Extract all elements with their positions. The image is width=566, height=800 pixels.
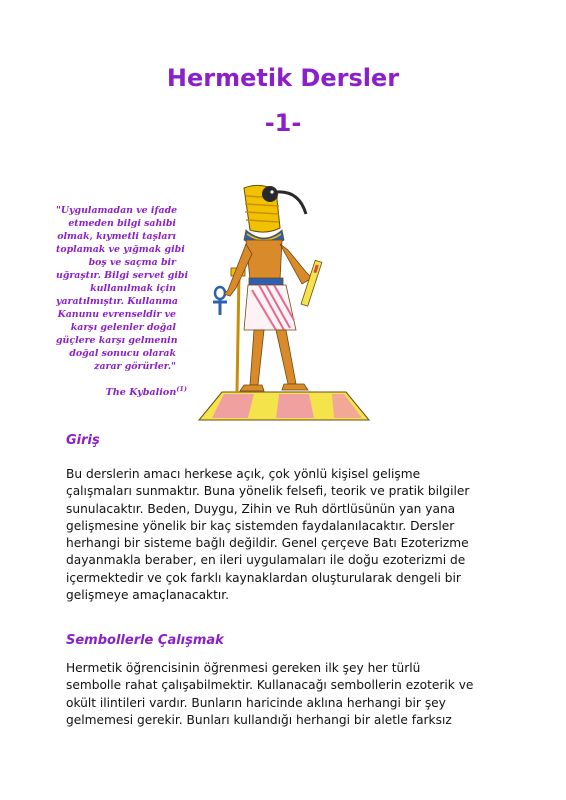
text-line: Bu derslerin amacı herkese açık, çok yönlü kişisel gelişme xyxy=(66,467,421,481)
page-title: Hermetik Dersler xyxy=(166,64,400,92)
text-line: gelişmesine yönelik bir kaç sistemden faydalanılacaktır. Dersler xyxy=(66,518,455,533)
text-line: gelişmeye amaçlanacaktır. xyxy=(66,588,230,603)
quote-line: yaratılmıştır. Kullanma xyxy=(56,296,179,307)
quote-line: boş ve saçma bir xyxy=(88,257,176,268)
quote-line: kullanılmak için xyxy=(90,283,176,294)
text-line: sembolle rahat çalışabilmektir. Kullanacağı sembollerin ezoterik ve xyxy=(66,678,474,693)
text-line: dayanmakla beraber, en ileri uygulamaları ile doğu ezoterizmi de xyxy=(66,553,466,568)
text-line: çalışmaları sunmaktır. Buna yönelik felsefi, teorik ve pratik bilgiler xyxy=(66,484,470,499)
text-line: okült ilintileri vardır. Bunların haricinde aklına herhangi bir şey xyxy=(66,695,446,710)
quote-line: uğraştır. Bilgi servet gibi xyxy=(56,270,189,281)
quote-source-name: The Kybalion xyxy=(105,387,177,399)
quote-line: karşı gelenler doğal xyxy=(70,322,176,333)
thoth-ibis-god-icon xyxy=(184,180,384,425)
epigraph-quote xyxy=(56,204,189,373)
section-title-sembollerle-calismak: Sembollerle Çalışmak xyxy=(66,633,224,648)
text-line: sunulacaktır. Beden, Duygu, Zihin ve Ruh dörtlüsünün yan yana xyxy=(66,501,456,516)
quote-line: doğal sonucu olarak xyxy=(69,348,176,359)
quote-line: etmeden bilgi sahibi xyxy=(68,218,176,229)
paragraph-giris xyxy=(66,466,506,604)
section-title-giris: Giriş xyxy=(66,433,100,448)
quote-line: Kanunu evrenseldir ve xyxy=(57,309,176,320)
lesson-number: -1- xyxy=(264,109,302,137)
thoth-illustration xyxy=(184,180,384,425)
quote-line: zarar görürler." xyxy=(94,361,176,372)
text-line: herhangi bir sisteme bağlı değildir. Genel çerçeve Batı Ezoterizme xyxy=(66,536,469,551)
text-line: içermektedir ve çok farklı kaynaklardan oluşturularak dengeli bir xyxy=(66,570,461,585)
quote-line: güçlere karşı gelmenin xyxy=(56,335,178,346)
quote-line: olmak, kıymetli taşları xyxy=(57,231,176,242)
quote-source xyxy=(56,385,187,398)
paragraph-sembollerle-calismak xyxy=(66,660,506,729)
text-line: gelmemesi gerekir. Bunları kullandığı herhangi bir aletle farksız xyxy=(66,712,452,727)
quote-line: "Uygulamadan ve ifade xyxy=(56,205,178,216)
text-line: Hermetik öğrencisinin öğrenmesi gereken ilk şey her türlü xyxy=(66,661,421,675)
quote-line: toplamak ve yığmak gibi xyxy=(56,244,185,255)
footnote-marker: (1) xyxy=(176,385,187,393)
